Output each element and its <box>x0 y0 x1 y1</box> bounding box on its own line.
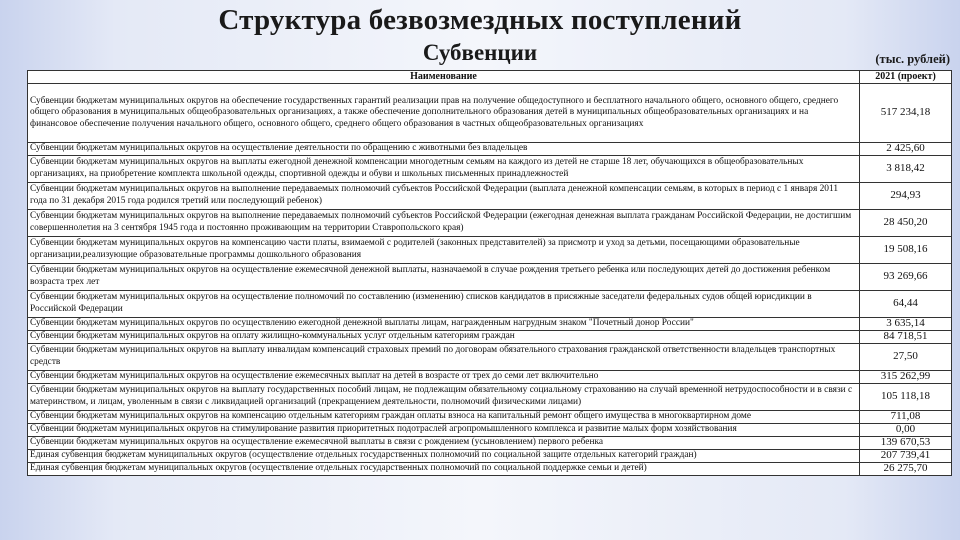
row-name: Субвенции бюджетам муниципальных округов на выплату государственных пособий лицам, не подлежащим обязательному социальному страхованию на случай временной нетрудоспособности и в связи с материнством, и лицам, уволенным в связи с ликвидацией организаций (прекращением деятельности, полномочий физическими лицами) <box>28 384 860 411</box>
row-name: Единая субвенция бюджетам муниципальных округов (осуществление отдельных государственных полномочий по социальной поддержке семьи и детей) <box>28 463 860 476</box>
row-value: 207 739,41 <box>860 450 952 463</box>
row-value: 711,08 <box>860 411 952 424</box>
table-row <box>28 183 952 210</box>
subventions-table <box>27 70 952 476</box>
row-name: Субвенции бюджетам муниципальных округов на компенсацию отдельным категориям граждан оплаты взноса на капитальный ремонт общего имущества в многоквартирном доме <box>28 411 860 424</box>
header-name: Наименование <box>28 71 860 84</box>
row-value: 2 425,60 <box>860 143 952 156</box>
row-value: 0,00 <box>860 424 952 437</box>
row-value: 19 508,16 <box>860 237 952 264</box>
row-value: 105 118,18 <box>860 384 952 411</box>
row-name: Субвенции бюджетам муниципальных округов на стимулирование развития приоритетных подотраслей агропромышленного комплекса и развитие малых форм хозяйствования <box>28 424 860 437</box>
row-name: Субвенции бюджетам муниципальных округов на выполнение передаваемых полномочий субъектов Российской Федерации (ежегодная денежная выплата гражданам Российской Федерации, не достигшим совершеннолетия на 3 сентября 1945 года и постоянно проживающим на территории Ставропольского края) <box>28 210 860 237</box>
row-value: 3 818,42 <box>860 156 952 183</box>
page-subtitle: Субвенции <box>422 40 538 65</box>
header-year: 2021 (проект) <box>860 71 952 84</box>
row-name: Единая субвенция бюджетам муниципальных округов (осуществление отдельных государственных полномочий по социальной защите отдельных категорий граждан) <box>28 450 860 463</box>
table-row <box>28 344 952 371</box>
row-name: Субвенции бюджетам муниципальных округов на осуществление ежемесячной выплаты в связи с рождением (усыновлением) первого ребенка <box>28 437 860 450</box>
table-row <box>28 424 952 437</box>
table-row <box>28 463 952 476</box>
table-row <box>28 318 952 331</box>
table-row <box>28 210 952 237</box>
table-row <box>28 384 952 411</box>
row-name: Субвенции бюджетам муниципальных округов по осуществлению ежегодной денежной выплаты лицам, награжденным нагрудным знаком "Почетный донор России" <box>28 318 860 331</box>
row-name: Субвенции бюджетам муниципальных округов на выплаты ежегодной денежной компенсации многодетным семьям на каждого из детей не старше 18 лет, обучающихся в общеобразовательных организациях, на приобретение комплекта школьной одежды, спортивной одежды и обуви и школьных письменных принадлежностей <box>28 156 860 183</box>
table-row <box>28 450 952 463</box>
table-row <box>28 411 952 424</box>
row-value: 93 269,66 <box>860 264 952 291</box>
table-row <box>28 291 952 318</box>
row-value: 27,50 <box>860 344 952 371</box>
units-label: (тыс. рублей) <box>875 52 950 66</box>
row-value: 26 275,70 <box>860 463 952 476</box>
row-value: 315 262,99 <box>860 371 952 384</box>
table-row <box>28 371 952 384</box>
row-name: Субвенции бюджетам муниципальных округов на выполнение передаваемых полномочий субъектов Российской Федерации (выплата денежной компенсации семьям, в которых в период с 1 января 2011 года по 31 декабря 2015 года родился третий или последующий ребенок) <box>28 183 860 210</box>
table-header-row <box>28 71 952 84</box>
table-row <box>28 437 952 450</box>
table-row <box>28 156 952 183</box>
row-value: 64,44 <box>860 291 952 318</box>
row-name: Субвенции бюджетам муниципальных округов на обеспечение государственных гарантий реализации прав на получение общедоступного и бесплатного начального общего, основного общего, среднего общего образования в муниципальных общеобразовательных организациях, а также обеспечение дополнительного образования детей в муниципальных общеобразовательных организациях и на финансовое обеспечение получения начального общего, основного общего, среднего общего образования в частных общеобразовательных организациях <box>28 84 860 143</box>
row-value: 28 450,20 <box>860 210 952 237</box>
row-name: Субвенции бюджетам муниципальных округов на осуществление ежемесячных выплат на детей в возрасте от трех до семи лет включительно <box>28 371 860 384</box>
row-value: 294,93 <box>860 183 952 210</box>
table-row <box>28 84 952 143</box>
table-row <box>28 237 952 264</box>
row-value: 3 635,14 <box>860 318 952 331</box>
row-name: Субвенции бюджетам муниципальных округов на выплату инвалидам компенсаций страховых премий по договорам обязательного страхования гражданской ответственности владельцев транспортных средств <box>28 344 860 371</box>
row-name: Субвенции бюджетам муниципальных округов на осуществление ежемесячной денежной выплаты, назначаемой в случае рождения третьего ребенка или последующих детей до достижения ребенком возраста трех лет <box>28 264 860 291</box>
row-value: 84 718,51 <box>860 331 952 344</box>
row-value: 139 670,53 <box>860 437 952 450</box>
table-row <box>28 143 952 156</box>
table-row <box>28 264 952 291</box>
row-name: Субвенции бюджетам муниципальных округов на компенсацию части платы, взимаемой с родителей (законных представителей) за присмотр и уход за детьми, посещающими образовательные организации,реализующие образовательные программы дошкольного образования <box>28 237 860 264</box>
row-name: Субвенции бюджетам муниципальных округов на осуществление полномочий по составлению (изменению) списков кандидатов в присяжные заседатели федеральных судов общей юрисдикции в Российской Федерации <box>28 291 860 318</box>
table-row <box>28 331 952 344</box>
row-value: 517 234,18 <box>860 84 952 143</box>
row-name: Субвенции бюджетам муниципальных округов на оплату жилищно-коммунальных услуг отдельным категориям граждан <box>28 331 860 344</box>
row-name: Субвенции бюджетам муниципальных округов на осуществление деятельности по обращению с животными без владельцев <box>28 143 860 156</box>
page-title: Структура безвозмездных поступлений <box>218 4 742 36</box>
